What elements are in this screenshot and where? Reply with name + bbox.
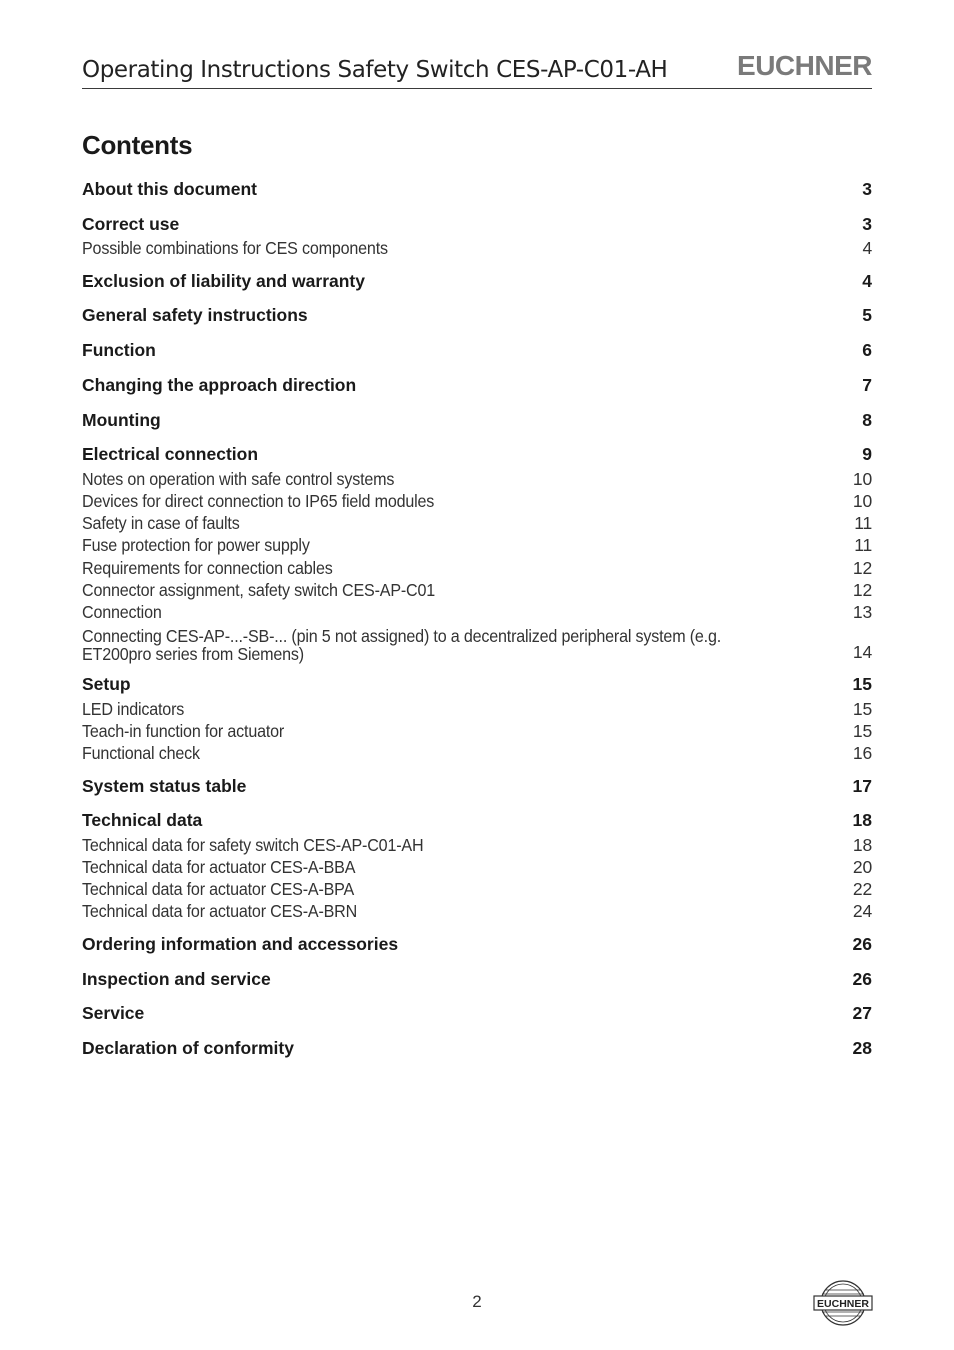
document-title: Operating Instructions Safety Switch CES-AP-C01-AH — [82, 57, 668, 83]
toc-entry-title: System status table — [82, 776, 247, 796]
toc-entry-title: Devices for direct connection to IP65 field modules — [82, 491, 435, 511]
toc-entry-page: 18 — [852, 835, 872, 855]
toc-entry — [82, 809, 872, 831]
toc-entry — [82, 698, 872, 720]
toc-entry — [82, 900, 872, 922]
toc-entry-page: 4 — [862, 238, 872, 258]
toc-entry-title: Service — [82, 1003, 145, 1023]
toc-entry-title: Changing the approach direction — [82, 375, 357, 395]
toc-entry-title: Mounting — [82, 410, 161, 430]
toc-entry — [82, 237, 872, 259]
toc-entry-page: 5 — [862, 305, 872, 325]
toc-entry — [82, 856, 872, 878]
toc-entry — [82, 878, 872, 900]
toc-entry-page: 28 — [852, 1038, 872, 1058]
page-number: 2 — [472, 1292, 482, 1311]
toc-entry — [82, 742, 872, 764]
toc-entry-page: 3 — [862, 214, 872, 234]
toc-entry — [82, 775, 872, 797]
euchner-seal-icon — [812, 1278, 874, 1328]
toc-entry — [82, 443, 872, 465]
toc-entry-title: Technical data for safety switch CES-AP-C01-AH — [82, 835, 424, 855]
toc-entry-page: 3 — [862, 179, 872, 199]
toc-entry — [82, 834, 872, 856]
toc-entry — [82, 512, 872, 534]
toc-entry-page: 15 — [852, 699, 872, 719]
toc-entry-title: LED indicators — [82, 699, 185, 719]
toc-entry-page: 20 — [852, 857, 872, 877]
toc-entry-page: 12 — [852, 580, 872, 600]
toc-entry-title: Setup — [82, 674, 131, 694]
toc-entry — [82, 720, 872, 742]
toc-entry — [82, 270, 872, 292]
toc-entry-title: Safety in case of faults — [82, 513, 240, 533]
toc-entry-title: Possible combinations for CES components — [82, 238, 388, 258]
toc-entry-page: 18 — [852, 810, 872, 830]
toc-entry — [82, 579, 872, 601]
toc-entry-page: 15 — [852, 721, 872, 741]
toc-entry — [82, 468, 872, 490]
toc-entry-title: Exclusion of liability and warranty — [82, 271, 365, 291]
toc-entry-page: 22 — [852, 879, 872, 899]
toc-entry — [82, 213, 872, 235]
toc-entry-page: 13 — [852, 602, 872, 622]
contents-heading: Contents — [82, 130, 193, 160]
toc-entry-title: Teach-in function for actuator — [82, 721, 285, 741]
toc-entry-title: Electrical connection — [82, 444, 259, 464]
toc-entry-page: 17 — [852, 776, 872, 796]
toc-entry-title: Declaration of conformity — [82, 1038, 294, 1058]
toc-entry-page: 12 — [852, 558, 872, 578]
toc-entry — [82, 968, 872, 990]
toc-entry-page: 4 — [862, 271, 872, 291]
toc-entry — [82, 1002, 872, 1024]
toc-entry-title: Function — [82, 340, 156, 360]
toc-entry-title: Requirements for connection cables — [82, 558, 333, 578]
toc-entry — [82, 374, 872, 396]
toc-entry-page: 11 — [854, 513, 872, 533]
toc-entry — [82, 601, 872, 623]
toc-entry — [82, 534, 872, 556]
euchner-logo: EUCHNER — [737, 50, 872, 81]
toc-entry — [82, 933, 872, 955]
toc-entry — [82, 1037, 872, 1059]
toc-entry — [82, 557, 872, 579]
toc-entry — [82, 490, 872, 512]
toc-entry-title: General safety instructions — [82, 305, 308, 325]
toc-entry-title: Connection — [82, 602, 162, 622]
toc-entry-page: 11 — [854, 535, 872, 555]
page-header — [82, 52, 872, 89]
toc-entry-title: Notes on operation with safe control systems — [82, 469, 395, 489]
toc-entry-page: 26 — [852, 934, 872, 954]
toc-entry — [82, 626, 872, 664]
seal-text: EUCHNER — [817, 1298, 869, 1310]
toc-entry-title: Connector assignment, safety switch CES-AP-C01 — [82, 580, 436, 600]
toc-entry-page: 15 — [852, 674, 872, 694]
toc-entry-page: 10 — [852, 491, 872, 511]
toc-entry-page: 24 — [852, 901, 872, 921]
toc-entry-title: Technical data for actuator CES-A-BPA — [82, 879, 355, 899]
toc-entry-page: 6 — [862, 340, 872, 360]
toc-entry-title: Ordering information and accessories — [82, 934, 399, 954]
toc-entry-page: 26 — [852, 969, 872, 989]
toc-entry — [82, 673, 872, 695]
toc-entry-page: 16 — [852, 743, 872, 763]
toc-entry — [82, 178, 872, 200]
toc-entry-page: 10 — [852, 469, 872, 489]
toc-entry-title: Inspection and service — [82, 969, 271, 989]
toc-entry-page: 7 — [862, 375, 872, 395]
toc-entry-title: Fuse protection for power supply — [82, 535, 310, 555]
toc-entry — [82, 339, 872, 361]
toc-entry-title: Correct use — [82, 214, 180, 234]
toc-entry-title: Technical data — [82, 810, 203, 830]
toc-entry — [82, 304, 872, 326]
toc-entry-title: Technical data for actuator CES-A-BBA — [82, 857, 356, 877]
toc-entry-title: Technical data for actuator CES-A-BRN — [82, 901, 358, 921]
toc-entry-page: 14 — [852, 642, 872, 662]
toc-entry-title: Functional check — [82, 743, 200, 763]
toc-entry — [82, 409, 872, 431]
toc-entry-title: Connecting CES-AP-...-SB-... (pin 5 not assigned) to a decentralized peripheral system (e.g. ET200pro series from Siemens) — [82, 626, 722, 664]
toc-entry-page: 27 — [852, 1003, 872, 1023]
toc-entry-page: 9 — [862, 444, 872, 464]
toc-entry-title: About this document — [82, 179, 257, 199]
toc-entry-page: 8 — [862, 410, 872, 430]
